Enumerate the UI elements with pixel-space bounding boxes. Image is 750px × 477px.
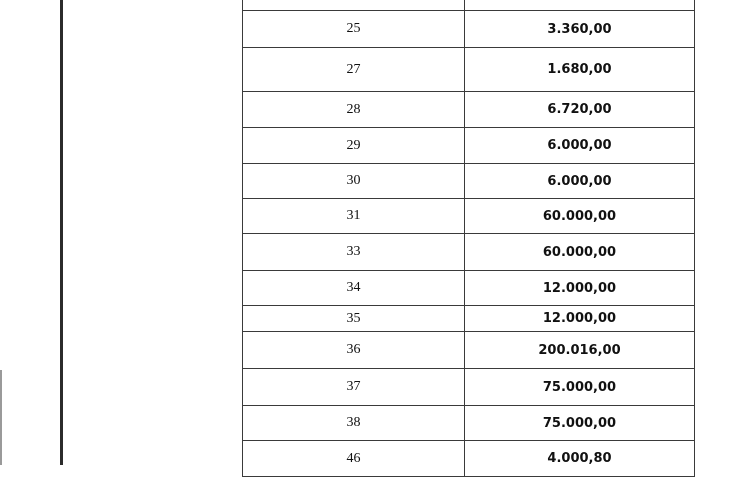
amount-cell: 200.016,00 xyxy=(465,332,695,369)
table-row xyxy=(243,441,695,477)
table-row xyxy=(243,48,695,92)
amount-cell: 4.000,80 xyxy=(465,441,695,477)
item-number-cell: 36 xyxy=(243,332,465,369)
item-number-cell: 25 xyxy=(243,11,465,48)
amount-cell: 12.000,00 xyxy=(465,306,695,332)
item-number-cell: 38 xyxy=(243,406,465,441)
amount-cell: 1.680,00 xyxy=(465,48,695,92)
amount-cell: 6.000,00 xyxy=(465,164,695,199)
table-row xyxy=(243,164,695,199)
item-number-cell: 33 xyxy=(243,234,465,271)
amount-cell: 12.000,00 xyxy=(465,271,695,306)
amount-cell: 6.000,00 xyxy=(465,128,695,164)
table-row xyxy=(243,128,695,164)
item-number-cell: 46 xyxy=(243,441,465,477)
item-number-cell: 30 xyxy=(243,164,465,199)
left-margin-rule xyxy=(60,0,63,465)
amount-cell: 6.720,00 xyxy=(465,92,695,128)
item-number-cell xyxy=(243,0,465,11)
table-row xyxy=(243,406,695,441)
table-row xyxy=(243,199,695,234)
table-row xyxy=(243,0,695,11)
table-row xyxy=(243,369,695,406)
item-number-cell: 29 xyxy=(243,128,465,164)
amount-cell: 3.360,00 xyxy=(465,11,695,48)
table-row xyxy=(243,332,695,369)
table-row xyxy=(243,306,695,332)
item-number-cell: 27 xyxy=(243,48,465,92)
values-table xyxy=(242,0,695,477)
page-edge-line xyxy=(0,370,2,465)
amount-cell: 75.000,00 xyxy=(465,369,695,406)
table-row xyxy=(243,92,695,128)
amount-cell xyxy=(465,0,695,11)
amount-cell: 60.000,00 xyxy=(465,234,695,271)
item-number-cell: 28 xyxy=(243,92,465,128)
item-number-cell: 34 xyxy=(243,271,465,306)
item-number-cell: 31 xyxy=(243,199,465,234)
table-row xyxy=(243,271,695,306)
item-number-cell: 37 xyxy=(243,369,465,406)
amount-cell: 75.000,00 xyxy=(465,406,695,441)
amount-cell: 60.000,00 xyxy=(465,199,695,234)
item-number-cell: 35 xyxy=(243,306,465,332)
table-row xyxy=(243,11,695,48)
table-row xyxy=(243,234,695,271)
